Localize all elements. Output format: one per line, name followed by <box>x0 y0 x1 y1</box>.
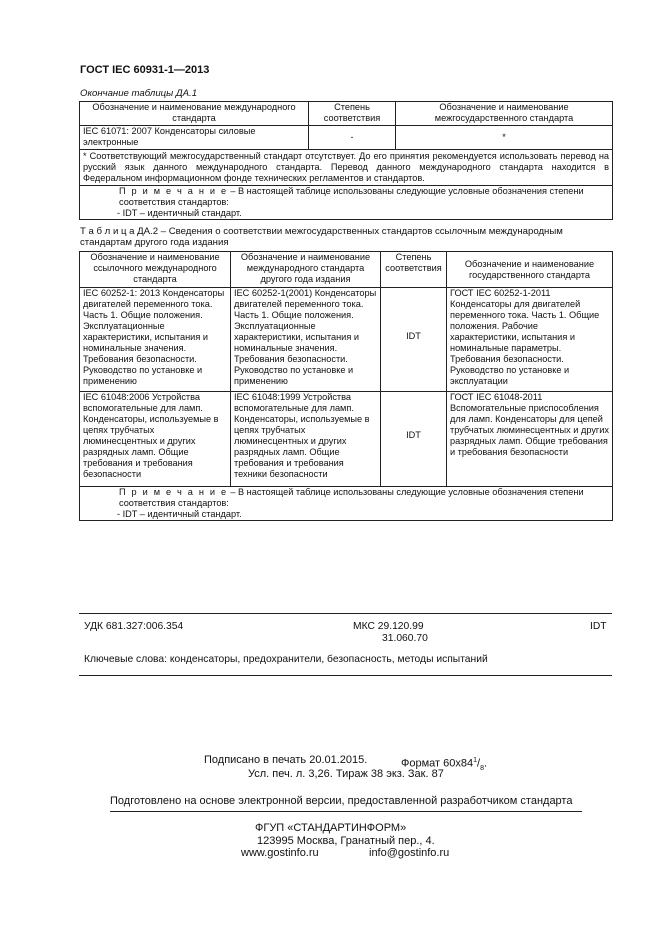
divider <box>110 811 582 812</box>
header-cell: Обозначение и наименование государственного стандарта <box>447 252 613 288</box>
table1-caption: Окончание таблицы ДА.1 <box>80 88 198 99</box>
table-cell: IEC 61048:1999 Устройства вспомогательные для ламп. Конденсаторы, используемые в цепях трубчатых люминесцентных и других разрядных ламп. Общие требования и требования техники безопасности <box>231 392 381 487</box>
mks-code: МКС 29.120.99 <box>353 621 424 632</box>
print-sheets: Усл. печ. л. 3,26. Тираж 38 экз. Зак. 87 <box>248 768 444 780</box>
note-item: - IDT – идентичный стандарт. <box>117 208 242 218</box>
publisher-name: ФГУП «СТАНДАРТИНФОРМ» <box>255 822 407 834</box>
publisher-address: 123995 Москва, Гранатный пер., 4. <box>257 835 435 847</box>
table-row <box>80 126 613 150</box>
note-row <box>80 487 613 521</box>
table2-caption: Т а б л и ц а ДА.2 – Сведения о соответствии межгосударственных стандартов ссылочным международным стандартам другого года издания <box>80 226 563 248</box>
table-cell: ГОСТ IEC 60252-1-2011 Конденсаторы для двигателей переменного тока. Часть 1. Общие положения. Рабочие характеристики, испытания и номинальные параметры. Требования безопасности. Руководство по установке и эксплуатации <box>447 288 613 392</box>
divider <box>79 613 612 614</box>
note-cell <box>80 487 613 521</box>
signed-date: Подписано в печать 20.01.2015. <box>204 754 368 766</box>
divider <box>79 675 612 676</box>
keywords: Ключевые слова: конденсаторы, предохранители, безопасность, методы испытаний <box>84 654 488 665</box>
format-label: Формат 60x84 <box>401 757 474 770</box>
format-denominator: 8 <box>480 764 484 772</box>
note-cell <box>80 186 613 220</box>
footnote-row <box>80 150 613 186</box>
table-cell: IEC 60252-1(2001) Конденсаторы двигателей переменного тока. Часть 1. Общие положения. Эксплуатационные характеристики, испытания и номинальные значения. Требования безопасности. Руководство по установке и применению <box>231 288 381 392</box>
degree-code: IDT <box>590 621 607 632</box>
print-format: Формат $60x84^1/_8$. <box>401 757 488 772</box>
header-cell: Степень соответствия <box>381 252 447 288</box>
header-cell: Степень соответствия <box>309 102 396 126</box>
table-header-row <box>80 102 613 126</box>
table-cell: IDT <box>381 392 447 487</box>
note-text: – В настоящей таблице использованы следующие условные обозначения степени соответствия стандартов: <box>119 186 584 207</box>
note-label: П р и м е ч а н и е <box>119 487 228 497</box>
note-item: - IDT – идентичный стандарт. <box>117 509 242 519</box>
table-row <box>80 288 613 392</box>
udk: УДК 681.327:006.354 <box>84 621 184 632</box>
prepared-note: Подготовлено на основе электронной версии, предоставленной разработчиком стандарта <box>110 795 573 807</box>
table-da1-end <box>79 101 613 220</box>
table-cell: IEC 61048:2006 Устройства вспомогательные для ламп. Конденсаторы, используемые в цепях трубчатых люминесцентных и других разрядных ламп. Общие требования и требования безопасности <box>80 392 231 487</box>
table-header-row <box>80 252 613 288</box>
header-cell: Обозначение и наименование международного стандарта <box>80 102 309 126</box>
note-label: П р и м е ч а н и е <box>119 186 228 196</box>
footnote-text: * Соответствующий межгосударственный стандарт отсутствует. До его принятия рекомендуется использовать перевод на русский язык данного международного стандарта. Перевод данного международного стандарта находится в Федеральном информационном фонде технических регламентов и стандартов. <box>80 150 613 186</box>
format-numerator: 1 <box>473 757 478 764</box>
note-text: – В настоящей таблице использованы следующие условные обозначения степени соответствия стандартов: <box>119 487 584 508</box>
header-cell: Обозначение и наименование ссылочного международного стандарта <box>80 252 231 288</box>
document-title: ГОСТ IEC 60931-1—2013 <box>80 64 210 76</box>
header-cell: Обозначение и наименование международного стандарта другого года издания <box>231 252 381 288</box>
table-cell: - <box>309 126 396 150</box>
table-cell: IDT <box>381 288 447 392</box>
table-cell: IEC 60252-1: 2013 Конденсаторы двигателей переменного тока. Часть 1. Общие положения. Эксплуатационные характеристики, испытания и номинальные значения. Требования безопасности. Руководство по установке и применению <box>80 288 231 392</box>
table-cell: ГОСТ IEC 61048-2011 Вспомогательные приспособления для ламп. Конденсаторы для цепей трубчатых люминесцентных и других разрядных ламп. Общие требования и требования безопасности <box>447 392 613 487</box>
email-link[interactable]: info@gostinfo.ru <box>369 847 450 859</box>
table-cell: * <box>396 126 613 150</box>
table-cell: IEC 61071: 2007 Конденсаторы силовые электронные <box>80 126 309 150</box>
table-da2 <box>79 251 613 521</box>
header-cell: Обозначение и наименование межгосударственного стандарта <box>396 102 613 126</box>
mks-code-2: 31.060.70 <box>382 633 428 644</box>
website-link[interactable]: www.gostinfo.ru <box>241 847 319 859</box>
table-row <box>80 392 613 487</box>
note-row <box>80 186 613 220</box>
